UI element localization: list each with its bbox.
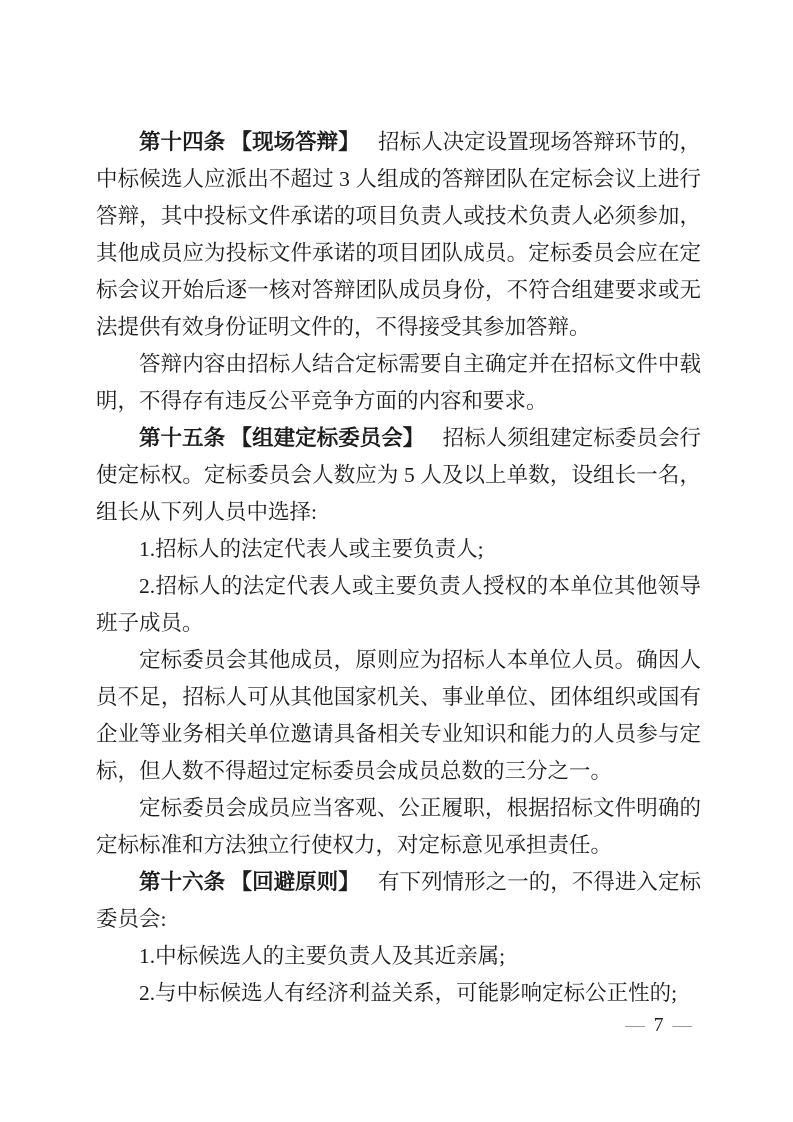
document-text-block xyxy=(96,124,701,1012)
page-number xyxy=(625,1012,692,1040)
article-16-body: 有下列情形之一的，不得进入定标委员会: xyxy=(96,870,701,931)
list-item-leader-option-1-text: 1.招标人的法定代表人或主要负责人; xyxy=(139,537,484,561)
paragraph-member-duty-text: 定标委员会成员应当客观、公正履职，根据招标文件明确的定标标准和方法独立行使权力，对定标意见承担责任。 xyxy=(96,796,701,857)
paragraph-article-16 xyxy=(96,864,701,938)
list-item-recusal-1-text: 1.中标候选人的主要负责人及其近亲属; xyxy=(139,944,506,968)
list-item-recusal-1 xyxy=(96,938,701,975)
list-item-leader-option-1 xyxy=(96,531,701,568)
paragraph-defense-content xyxy=(96,346,701,420)
paragraph-member-duty xyxy=(96,790,701,864)
article-15-heading: 第十五条 【组建定标委员会】 xyxy=(139,426,425,450)
page-number-right-dash: — xyxy=(672,1015,692,1036)
paragraph-defense-content-text: 答辩内容由招标人结合定标需要自主确定并在招标文件中载明，不得存有违反公平竞争方面的内容和要求。 xyxy=(96,352,701,413)
list-item-leader-option-2 xyxy=(96,568,701,642)
paragraph-article-14 xyxy=(96,124,701,346)
article-14-body: 招标人决定设置现场答辩环节的，中标候选人应派出不超过 3 人组成的答辩团队在定标会议上进行答辩，其中投标文件承诺的项目负责人或技术负责人必须参加，其他成员应为投标文件承诺的项目团队成员。定标委员会应在定标会议开始后逐一核对答辩团队成员身份，不符合组建要求或无法提供有效身份证明文件的，不得接受其参加答辩。 xyxy=(96,130,701,339)
list-item-leader-option-2-text: 2.招标人的法定代表人或主要负责人授权的本单位其他领导班子成员。 xyxy=(96,574,701,635)
page-number-value: 7 xyxy=(653,1015,664,1036)
paragraph-committee-members-text: 定标委员会其他成员，原则应为招标人本单位人员。确因人员不足，招标人可从其他国家机关、事业单位、团体组织或国有企业等业务相关单位邀请具备相关专业知识和能力的人员参与定标，但人数不得超过定标委员会成员总数的三分之一。 xyxy=(96,648,701,783)
page-number-left-dash: — xyxy=(625,1015,645,1036)
article-14-heading: 第十四条 【现场答辩】 xyxy=(139,130,360,154)
paragraph-committee-members xyxy=(96,642,701,790)
paragraph-article-15 xyxy=(96,420,701,531)
article-15-body: 招标人须组建定标委员会行使定标权。定标委员会人数应为 5 人及以上单数，设组长一名，组长从下列人员中选择: xyxy=(96,426,701,524)
list-item-recusal-2-text: 2.与中标候选人有经济利益关系，可能影响定标公正性的; xyxy=(139,981,678,1005)
list-item-recusal-2 xyxy=(96,975,701,1012)
article-16-heading: 第十六条 【回避原则】 xyxy=(139,870,360,894)
